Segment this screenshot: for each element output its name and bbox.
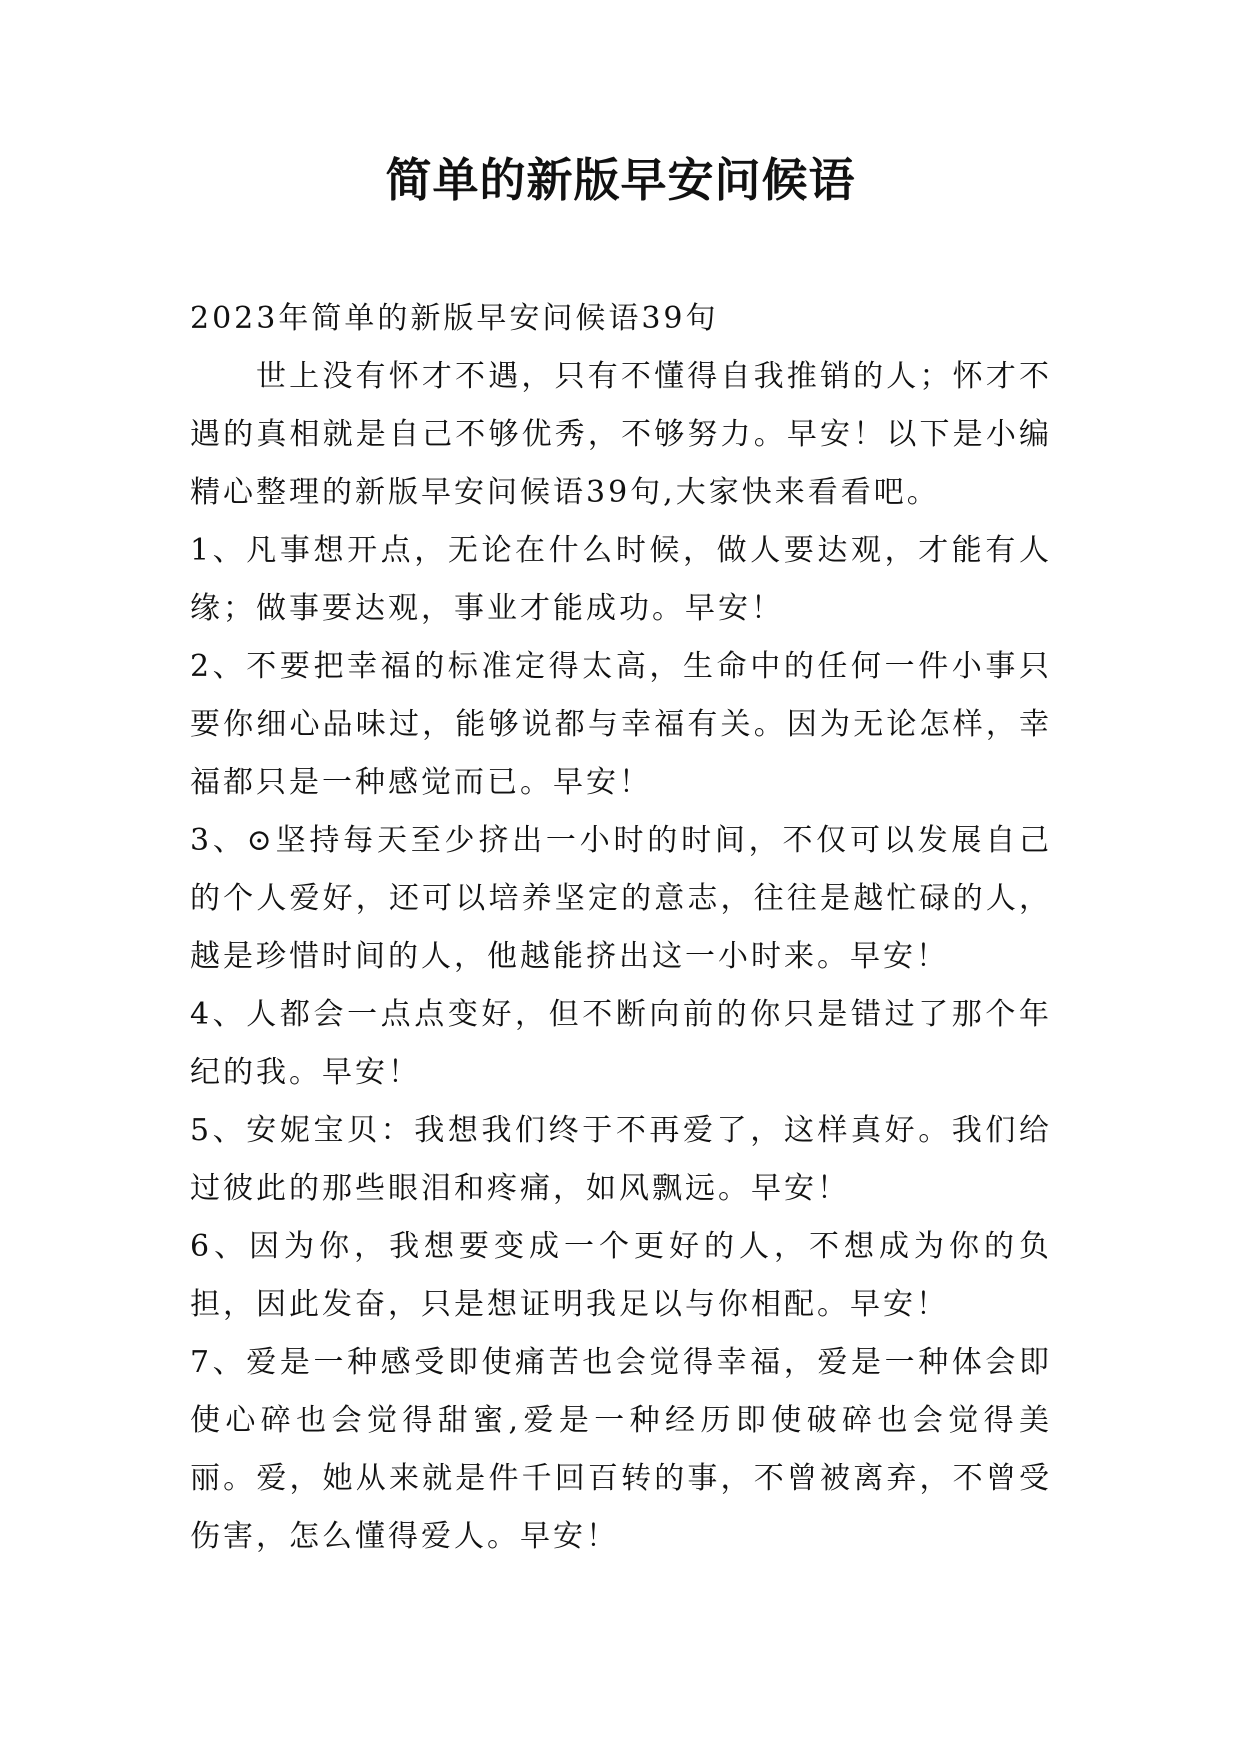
list-item: 6、因为你，我想要变成一个更好的人，不想成为你的负担，因此发奋，只是想证明我足以与你相配。早安！ [190,1229,1052,1322]
list-item: 2、不要把幸福的标准定得太高，生命中的任何一件小事只要你细心品味过，能够说都与幸福有关。因为无论怎样，幸福都只是一种感觉而已。早安！ [190,649,1052,800]
list-item: 1、凡事想开点，无论在什么时候，做人要达观，才能有人缘；做事要达观，事业才能成功。早安！ [190,533,1052,626]
list-item: 3、⊙坚持每天至少挤出一小时的时间，不仅可以发展自己的个人爱好，还可以培养坚定的意志，往往是越忙碌的人，越是珍惜时间的人，他越能挤出这一小时来。早安！ [190,823,1052,974]
list-item: 4、人都会一点点变好，但不断向前的你只是错过了那个年纪的我。早安！ [190,997,1052,1090]
page-title: 简单的新版早安问候语 [385,153,856,207]
document-body [190,290,1052,1566]
subtitle-line: 2023年简单的新版早安问候语39句 [190,301,719,336]
intro-paragraph: 世上没有怀才不遇，只有不懂得自我推销的人；怀才不遇的真相就是自己不够优秀，不够努力。早安！以下是小编精心整理的新版早安问候语39句,大家快来看看吧。 [190,359,1052,510]
list-item: 7、爱是一种感受即使痛苦也会觉得幸福，爱是一种体会即使心碎也会觉得甜蜜,爱是一种经历即使破碎也会觉得美丽。爱，她从来就是件千回百转的事，不曾被离弃，不曾受伤害，怎么懂得爱人。早安！ [190,1345,1052,1554]
list-item: 5、安妮宝贝：我想我们终于不再爱了，这样真好。我们给过彼此的那些眼泪和疼痛，如风飘远。早安！ [190,1113,1052,1206]
